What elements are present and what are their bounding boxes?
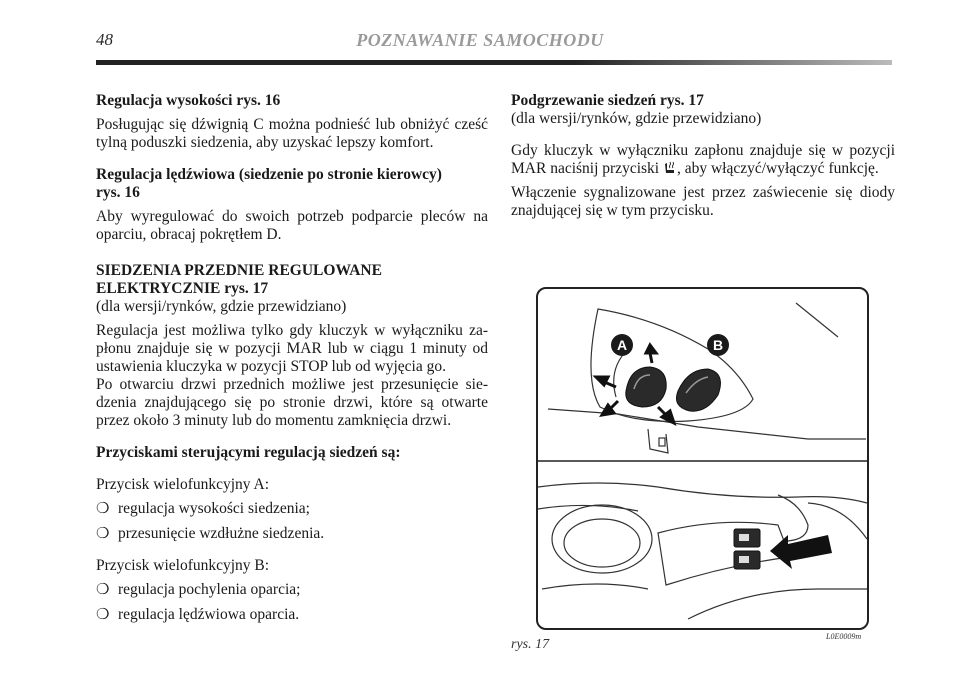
list-item (96, 500, 488, 518)
power-seats-heading-2: ELEKTRYCZNIE rys. 17 (96, 280, 269, 297)
figure-17-illustration (536, 287, 869, 630)
heating-text-1 (511, 142, 895, 178)
list-item-text: regulacja pochylenia oparcia; (118, 581, 301, 598)
buttons-heading: Przyciskami sterującymi regulacją siedzeń są: (96, 444, 401, 461)
list-item-text: regulacja lędźwiowa oparcia. (118, 606, 300, 623)
label-a-marker (611, 334, 633, 356)
lumbar-heading-ref: rys. 16 (96, 184, 140, 201)
list-item (96, 525, 488, 543)
left-column (96, 92, 488, 631)
seat-heater-icon (663, 161, 677, 175)
list-item-text: przesunięcie wzdłużne siedzenia. (118, 525, 325, 542)
bullet-circle-icon: ❍ (96, 582, 110, 598)
seat-controls-drawing (538, 289, 867, 628)
height-text: Posługując się dźwignią C można podnieść lub obniżyć cześć tylną poduszki siedzenia, aby uzyskać lepszy komfort. (96, 116, 488, 151)
figure-code: L0E0009m (826, 632, 862, 641)
bullet-circle-icon: ❍ (96, 526, 110, 542)
lumbar-text: Aby wyregulować do swoich potrzeb podparcie pleców na oparciu, obracaj pokrętłem D. (96, 208, 488, 243)
label-b: B (712, 337, 724, 353)
power-seats-text-1: Regulacja jest możliwa tylko gdy kluczyk w wyłączniku za-płonu znajduje się w pozycji MAR lub w ciągu 1 minuty od ustawienia kluczyka w pozycji STOP lub od wyjęcia go. (96, 322, 488, 375)
bullet-circle-icon: ❍ (96, 501, 110, 517)
heating-text-1-start: Gdy kluczyk w wyłączniku zapłonu znajduje się w pozycji MAR naciśnij przyciski (511, 142, 895, 177)
figure-caption: rys. 17 (511, 637, 550, 652)
running-title: POZNAWANIE SAMOCHODU (356, 30, 604, 50)
header-rule (96, 60, 892, 65)
heating-text-1-end: , aby włączyć/wyłączyć funkcję. (676, 160, 879, 177)
power-seats-heading: SIEDZENIA PRZEDNIE REGULOWANE (96, 262, 382, 279)
list-item (96, 581, 488, 599)
lumbar-heading: Regulacja lędźwiowa (siedzenie po stronie kierowcy) (96, 166, 442, 183)
pointer-arrow (770, 535, 832, 569)
heating-text-2: Włączenie sygnalizowane jest przez zaświecenie się diody znajdującej się w tym przycisku. (511, 184, 895, 219)
list-item-text: regulacja wysokości siedzenia; (118, 500, 310, 517)
right-column (511, 92, 895, 220)
power-seats-text-2: Po otwarciu drzwi przednich możliwe jest przesunięcie sie-dzenia znajdującego się po stronie drzwi, które są otwarte przez około 3 minuty lub do momentu zamknięcia drzwi. (96, 376, 488, 429)
page-number: 48 (96, 30, 113, 49)
list-item (96, 606, 488, 624)
label-a: A (616, 337, 628, 353)
button-b-intro: Przycisk wielofunkcyjny B: (96, 557, 270, 574)
heating-heading: Podgrzewanie siedzeń rys. 17 (511, 92, 704, 109)
bullet-circle-icon: ❍ (96, 607, 110, 623)
height-heading: Regulacja wysokości rys. 16 (96, 92, 281, 109)
label-b-marker (707, 334, 729, 356)
heating-subheading: (dla wersji/rynków, gdzie przewidziano) (511, 110, 762, 127)
button-a-intro: Przycisk wielofunkcyjny A: (96, 476, 270, 493)
page-header (0, 0, 960, 70)
seat-heater-buttons (734, 529, 760, 569)
power-seats-subheading: (dla wersji/rynków, gdzie przewidziano) (96, 298, 347, 315)
button-a-graphic (626, 367, 666, 407)
button-b-graphic (677, 369, 721, 411)
